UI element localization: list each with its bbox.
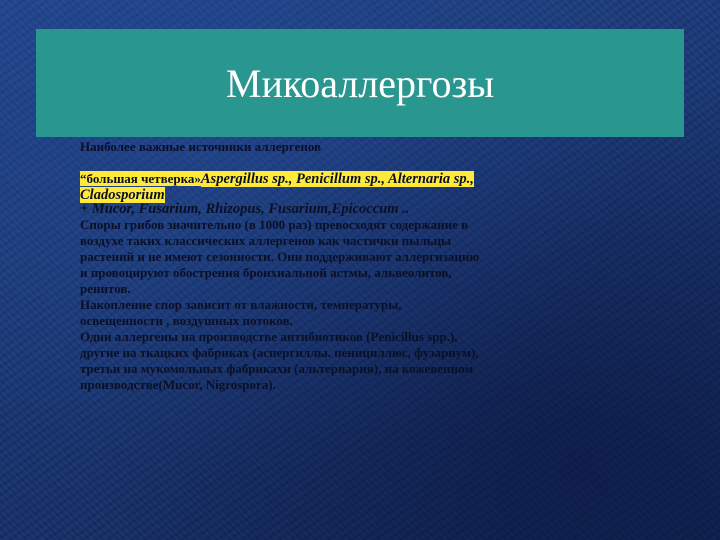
body-line: Одни аллергены на производстве антибиотиков (Penicillus spp.), [80, 329, 458, 344]
extra-genera: + Mucor, Fusarium, Rhizopus, Fusarium,Epicoccum .. [80, 201, 410, 217]
big-four-genera-line2: Cladosporium [80, 187, 165, 203]
body-line: третьи на мукомольных фабрикахи (альтернария), на кожевенном [80, 361, 474, 376]
big-four-genera-line1: Aspergillus sp., Penicillum sp., Alternaria sp., [200, 171, 474, 187]
body-line: производстве(Mucor, Nigrospora). [80, 377, 276, 392]
slide-body [80, 137, 650, 393]
slide-title: Микоаллергозы [225, 60, 495, 106]
big-four-label: “большая четверка» [80, 171, 201, 186]
body-line: другие на ткацких фабриках (аспергиллы. пенициллюс, фузариум), [80, 345, 479, 360]
body-line: освещенности , воздушных потоков. [80, 313, 293, 328]
body-line: Накопление спор зависит от влажности, температуры, [80, 297, 402, 312]
highlighted-genera [80, 171, 650, 203]
slide-subtitle: Наиболее важные источники аллергенов [80, 139, 322, 154]
body-line: Споры грибов значительно (в 1000 раз) превосходят содержание в [80, 217, 469, 232]
title-banner [36, 29, 684, 137]
body-line: ренитов. [80, 281, 131, 296]
body-line: и провоцируют обострения бронхиальной астмы, альвеолитов, [80, 265, 452, 280]
body-line: воздухе таких классических аллергенов как частички пыльцы [80, 233, 452, 248]
body-line: растений и не имеют сезонности. Они поддерживают аллергизацию [80, 249, 480, 264]
